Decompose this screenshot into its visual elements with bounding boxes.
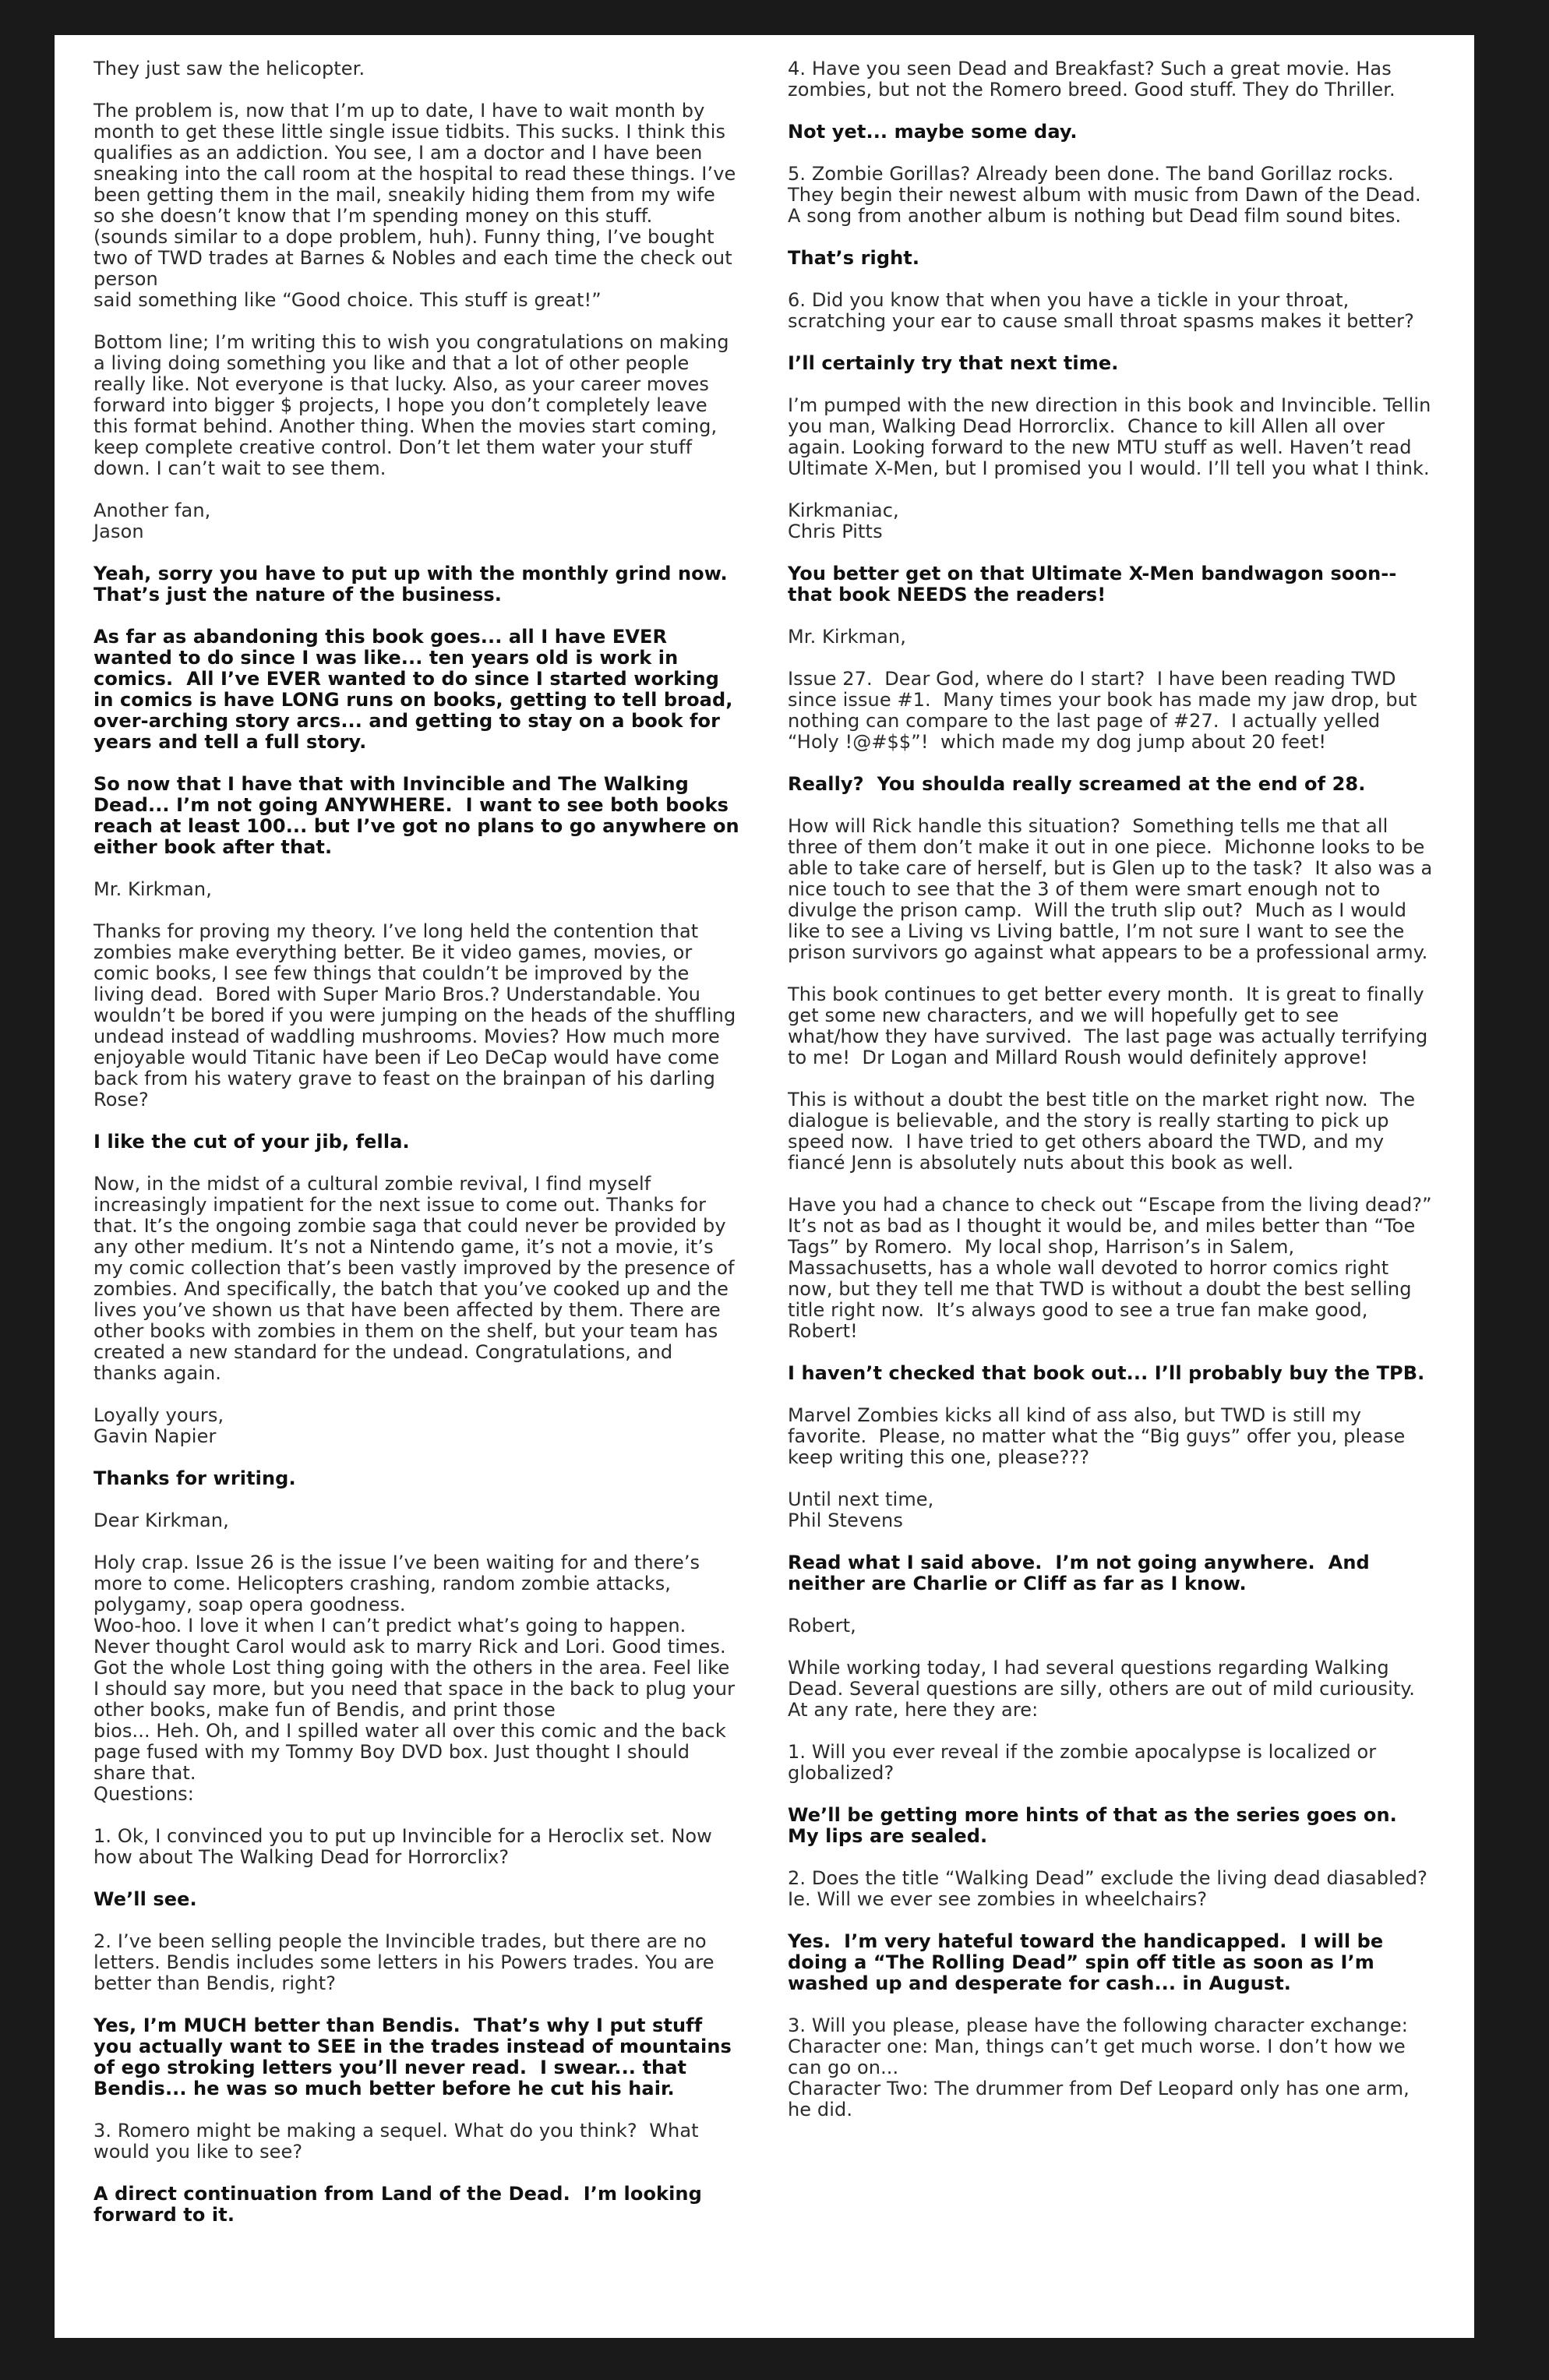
editor-reply: I haven’t checked that book out... I’ll probably buy the TPB. (788, 1362, 1425, 1384)
editor-reply: As far as abandoning this book goes... all I have EVER wanted to do since I was like... ten years old is work in comics. All I’ve EVER wanted to do since I started working in comics is have LONG runs on books, getting to tell broad, over-arching story arcs... and getting to stay on a book for years and tell a full story. (94, 626, 739, 753)
reader-letter-paragraph: 5. Zombie Gorillas? Already been done. The band Gorillaz rocks. They begin their newest album with music from Dawn of the Dead. A song from another album is nothing but Dead film sound bites. (788, 163, 1427, 227)
reader-letter-paragraph: Bottom line; I’m writing this to wish you congratulations on making a living doing something you like and that a lot of other people really like. Not everyone is that lucky. Also, as your career moves forward into bigger $ projects, I hope you don’t completely leave this format behind. Another thing. When the movies start coming, keep complete creative control. Don’t let them water your stuff down. I can’t wait to see them. (94, 331, 736, 479)
reader-letter-paragraph: They just saw the helicopter. (94, 58, 365, 79)
reader-letter-paragraph: Thanks for proving my theory. I’ve long held the contention that zombies make everything better. Be it video games, movies, or comic books, I see few things that couldn’t be improved by the living dead. Bored with Super Mario Bros.? Understandable. You wouldn’t be bored if you were jumping on the heads of the shuffling undead instead of waddling mushrooms. Movies? How much more enjoyable would Titanic have been if Leo DeCap would have come back from his watery grave to feast on the brainpan of his darling Rose? (94, 920, 743, 1111)
editor-reply: That’s right. (788, 247, 920, 269)
reader-letter-paragraph: Until next time, Phil Stevens (788, 1488, 934, 1531)
editor-reply: Read what I said above. I’m not going anywhere. And neither are Charlie or Cliff as far as I know. (788, 1552, 1377, 1594)
editor-reply: Yeah, sorry you have to put up with the monthly grind now. That’s just the nature of the business. (94, 563, 741, 606)
reader-letter-paragraph: Kirkmaniac, Chris Pitts (788, 500, 899, 542)
reader-letter-paragraph: Issue 27. Dear God, where do I start? I have been reading TWD since issue #1. Many times your book has made my jaw drop, but nothing can compare to the last page of #27. I actually yelled “Holy !@#$$”! which made my dog jump about 20 feet! (788, 668, 1424, 753)
letters-page (55, 35, 1474, 2338)
reader-letter-paragraph: 3. Romero might be making a sequel. What do you think? What would you like to see? (94, 2120, 705, 2163)
editor-reply: I like the cut of your jib, fella. (94, 1131, 410, 1153)
editor-reply: Yes. I’m very hateful toward the handicapped. I will be doing a “The Rolling Dead” spin off title as soon as I’m washed up and desperate for cash... in August. (788, 1930, 1390, 1994)
reader-letter-paragraph: 1. Ok, I convinced you to put up Invincible for a Heroclix set. Now how about The Walking Dead for Horrorclix? (94, 1825, 718, 1868)
reader-letter-paragraph: 2. Does the title “Walking Dead” exclude the living dead diasabled? Ie. Will we ever see zombies in wheelchairs? (788, 1867, 1434, 1910)
reader-letter-paragraph: Loyally yours, Gavin Napier (94, 1404, 224, 1447)
left-column (94, 58, 746, 2322)
reader-letter-paragraph: Dear Kirkman, (94, 1510, 229, 1531)
reader-letter-paragraph: This book continues to get better every month. It is great to finally get some new characters, and we will hopefully get to see what/how they have survived. The last page was actually terrifying to me! Dr Logan and Millard Roush would definitely approve! (788, 983, 1434, 1068)
reader-letter-paragraph: While working today, I had several questions regarding Walking Dead. Several questions are silly, others are out of mild curiousity. At any rate, here they are: (788, 1657, 1421, 1721)
reader-letter-paragraph: Mr. Kirkman, (788, 626, 906, 648)
reader-letter-paragraph: Now, in the midst of a cultural zombie revival, I find myself increasingly impatient for the next issue to come out. Thanks for that. It’s the ongoing zombie saga that could never be provided by any other medium. It’s not a Nintendo game, it’s not a movie, it’s my comic collection that’s been vastly improved by the presence of zombies. And specifically, the batch that you’ve cooked up and the lives you’ve shown us that have been affected by them. There are other books with zombies in them on the shelf, but your team has created a new standard for the undead. Congratulations, and thanks again. (94, 1173, 741, 1384)
reader-letter-paragraph: Mr. Kirkman, (94, 878, 212, 900)
right-column (788, 58, 1445, 2322)
reader-letter-paragraph: I’m pumped with the new direction in this book and Invincible. Tellin you man, Walking Dead Horrorclix. Chance to kill Allen all over again. Looking forward to the new MTU stuff as well. Haven’t read Ultimate X-Men, but I promised you I would. I’ll tell you what I think. (788, 394, 1438, 479)
reader-letter-paragraph: The problem is, now that I’m up to date, I have to wait month by month to get these little single issue tidbits. This sucks. I think this qualifies as an addiction. You see, I am a doctor and I have been sneaking into the call room at the hospital to read these things. I’ve been getting them in the mail, sneakily hiding them from my wife so she doesn’t know that I’m spending money on this stuff. (sounds similar to a dope problem, huh). Funny thing, I’ve bought two of TWD trades at Barnes & Nobles and each time the check out person said something like “Good choice. This stuff is great!” (94, 100, 736, 311)
editor-reply: So now that I have that with Invincible and The Walking Dead... I’m not going ANYWHERE. I want to see both books reach at least 100... but I’ve got no plans to go anywhere on either book after that. (94, 773, 746, 858)
editor-reply: Yes, I’m MUCH better than Bendis. That’s why I put stuff you actually want to SEE in the trades instead of mountains of ego stroking letters you’ll never read. I swear... that Bendis... he was so much better before he cut his hair. (94, 2015, 739, 2099)
editor-reply: You better get on that Ultimate X-Men bandwagon soon--that book NEEDS the readers! (788, 563, 1397, 606)
reader-letter-paragraph: Holy crap. Issue 26 is the issue I’ve been waiting for and there’s more to come. Helicopters crashing, random zombie attacks, polygamy, soap opera goodness. Woo-hoo. I love it when I can’t predict what’s going to happen. Never thought Carol would ask to marry Rick and Lori. Good times. Got the whole Lost thing going with the others in the area. Feel like I should say more, but you need that space in the back to plug your other books, make fun of Bendis, and print those bios... Heh. Oh, and I spilled water all over this comic and the back page fused with my Tommy Boy DVD box. Just thought I should share that. Questions: (94, 1552, 736, 1805)
editor-reply: Really? You shoulda really screamed at the end of 28. (788, 773, 1366, 795)
reader-letter-paragraph: How will Rick handle this situation? Something tells me that all three of them don’t make it out in one piece. Michonne looks to be able to take care of herself, but is Glen up to the task? It also was a nice touch to see that the 3 of them were smart enough not to divulge the prison camp. Will the truth slip out? Much as I would like to see a Living vs Living battle, I’m not sure I want to see the prison survivors go against what appears to be a professional army. (788, 815, 1439, 963)
editor-reply: Thanks for writing. (94, 1467, 296, 1489)
editor-reply: A direct continuation from Land of the Dead. I’m looking forward to it. (94, 2183, 709, 2226)
reader-letter-paragraph: 2. I’ve been selling people the Invincible trades, but there are no letters. Bendis includes some letters in his Powers trades. You are better than Bendis, right? (94, 1930, 721, 1994)
reader-letter-paragraph: This is without a doubt the best title on the market right now. The dialogue is believable, and the story is really starting to pick up speed now. I have tried to get others aboard the TWD, and my fiancé Jenn is absolutely nuts about this book as well. (788, 1089, 1421, 1174)
reader-letter-paragraph: Have you had a chance to check out “Escape from the living dead?” It’s not as bad as I thought it would be, and miles better than “Toe Tags” by Romero. My local shop, Harrison’s in Salem, Massachusetts, has a whole wall devoted to horror comics right now, but they tell me that TWD is without a doubt the best selling title right now. It’s always good to see a true fan make good, Robert! (788, 1194, 1445, 1342)
reader-letter-paragraph: Marvel Zombies kicks all kind of ass also, but TWD is still my favorite. Please, no matter what the “Big guys” offer you, please keep writing this one, please??? (788, 1404, 1412, 1468)
editor-reply: I’ll certainly try that next time. (788, 352, 1119, 374)
editor-reply: We’ll see. (94, 1888, 197, 1910)
editor-reply: We’ll be getting more hints of that as the series goes on. My lips are sealed. (788, 1804, 1410, 1847)
reader-letter-paragraph: 4. Have you seen Dead and Breakfast? Such a great movie. Has zombies, but not the Romero breed. Good stuff. They do Thriller. (788, 58, 1398, 101)
reader-letter-paragraph: 6. Did you know that when you have a tickle in your throat, scratching your ear to cause small throat spasms makes it better? (788, 289, 1414, 332)
reader-letter-paragraph: Another fan, Jason (94, 500, 211, 542)
reader-letter-paragraph: 3. Will you please, please have the following character exchange: Character one: Man, things can’t get much worse. I don’t how we can go on... Character Two: The drummer from Def Leopard only has one arm, he did. (788, 2015, 1410, 2120)
reader-letter-paragraph: Robert, (788, 1615, 856, 1637)
editor-reply: Not yet... maybe some day. (788, 121, 1078, 143)
reader-letter-paragraph: 1. Will you ever reveal if the zombie apocalypse is localized or globalized? (788, 1741, 1382, 1784)
